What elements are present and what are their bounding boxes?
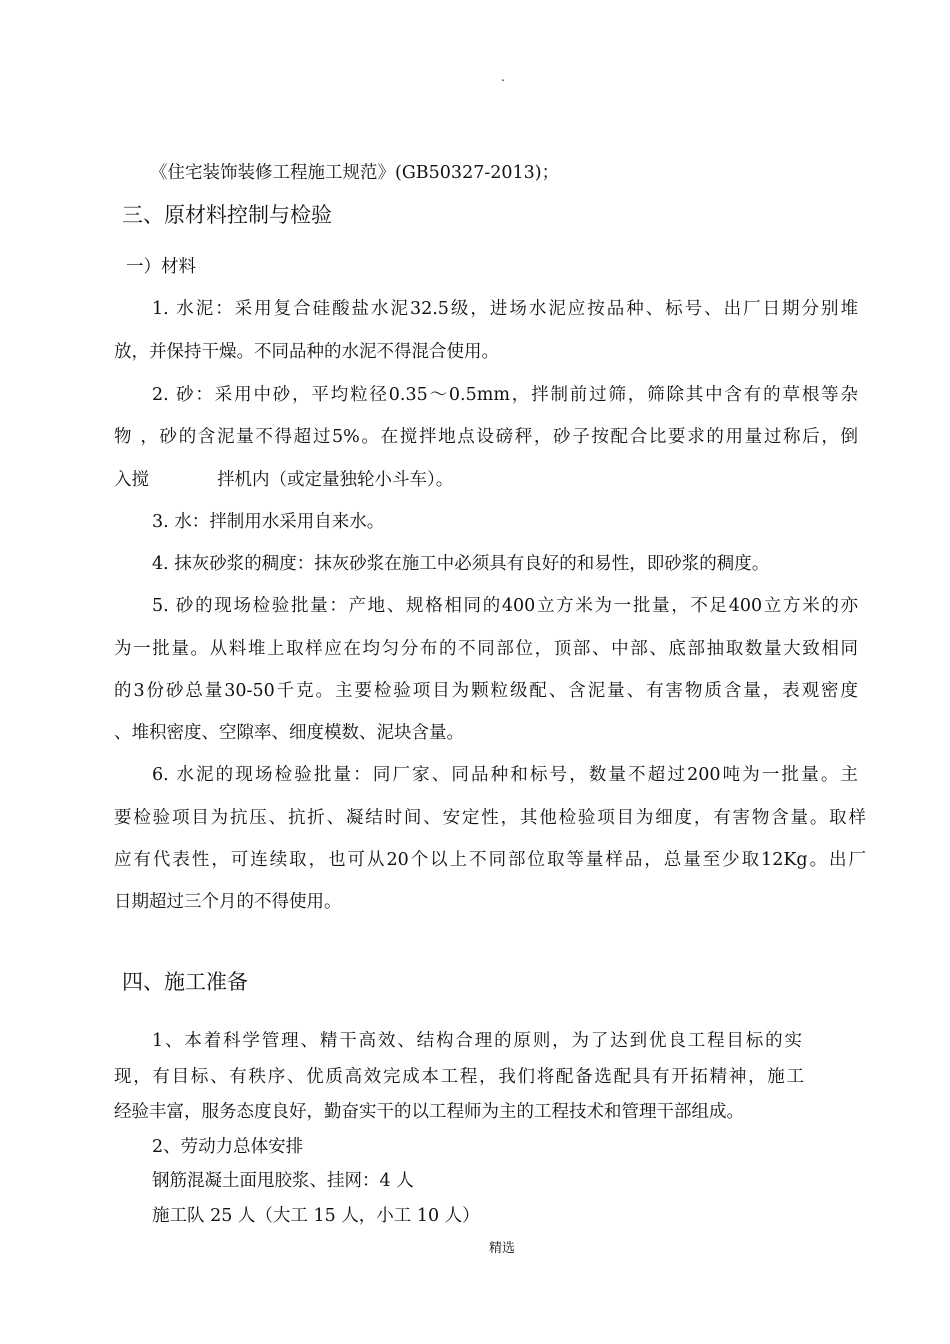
item3-line1: 3. 水：拌制用水采用自来水。 [152,512,385,532]
header-mark: . [501,70,505,84]
item5-line4: 、堆积密度、空隙率、细度模数、泥块含量。 [114,723,464,743]
item6-line2: 要检验项目为抗压、抗折、凝结时间、安定性，其他检验项目为细度，有害物含量。取样 [114,808,866,828]
section3-title: 三、原材料控制与检验 [122,203,332,227]
item6-line3: 应有代表性，可连续取，也可从20个以上不同部位取等量样品，总量至少取12Kg。出厂 [114,850,866,870]
p2-line: 2、劳动力总体安排 [152,1137,304,1157]
item2-line3-part2: 拌机内（或定量独轮小斗车）。 [217,470,454,490]
section4-title: 四、施工准备 [122,970,248,994]
item2-line3-part1: 入搅 [114,470,149,490]
item1-line1: 1. 水泥：采用复合硅酸盐水泥32.5级，进场水泥应按品种、标号、出厂日期分别堆 [152,299,858,319]
section3-subtitle: 一）材料 [126,257,196,277]
item5-line3: 的3份砂总量30-50千克。主要检验项目为颗粒级配、含泥量、有害物质含量，表观密度 [114,681,858,701]
item4-line1: 4. 抹灰砂浆的稠度：抹灰砂浆在施工中必须具有良好的和易性，即砂浆的稠度。 [152,554,770,574]
item5-line1: 5. 砂的现场检验批量：产地、规格相同的400立方米为一批量，不足400立方米的亦 [152,596,858,616]
p3-line: 钢筋混凝土面甩胶浆、挂网：4 人 [152,1171,414,1191]
p1-line2: 现，有目标、有秩序、优质高效完成本工程，我们将配备选配具有开拓精神，施工 [114,1067,804,1087]
item5-line2: 为一批量。从料堆上取样应在均匀分布的不同部位，顶部、中部、底部抽取数量大致相同 [114,639,858,659]
item2-line3 [114,467,453,493]
item1-line2: 放，并保持干燥。不同品种的水泥不得混合使用。 [114,342,499,362]
reference-line: 《住宅装饰装修工程施工规范》(GB50327-2013)； [150,163,560,183]
p4-line: 施工队 25 人（大工 15 人，小工 10 人） [152,1206,480,1226]
item6-line1: 6. 水泥的现场检验批量：同厂家、同品种和标号，数量不超过200吨为一批量。主 [152,765,858,785]
p1-line1: 1、本着科学管理、精干高效、结构合理的原则，为了达到优良工程目标的实 [152,1031,802,1051]
footer-label: 精选 [489,1241,516,1256]
item2-line2: 物 ，砂的含泥量不得超过5%。在搅拌地点设磅秤，砂子按配合比要求的用量过称后，倒 [114,427,858,447]
item6-line4: 日期超过三个月的不得使用。 [114,892,342,912]
p1-line3: 经验丰富，服务态度良好，勤奋实干的以工程师为主的工程技术和管理干部组成。 [114,1102,744,1122]
item2-line1: 2. 砂：采用中砂，平均粒径0.35～0.5mm，拌制前过筛，筛除其中含有的草根等杂 [152,385,858,405]
